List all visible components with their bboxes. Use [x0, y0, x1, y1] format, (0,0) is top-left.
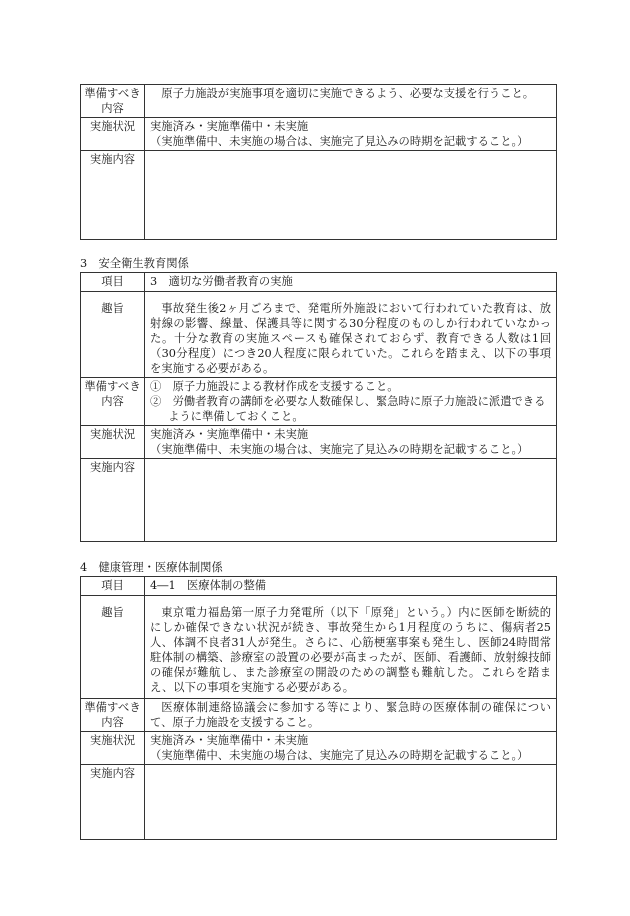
- label-item: 項目: [81, 273, 145, 292]
- label-todo: 準備すべき内容: [81, 699, 145, 732]
- label-todo: 準備すべき内容: [81, 378, 145, 426]
- row-todo: [81, 378, 557, 426]
- status-options: 実施済み・実施準備中・未実施: [150, 734, 309, 747]
- item-text: 4―1 医療体制の整備: [145, 577, 557, 596]
- status-cell: [145, 118, 557, 151]
- row-status: [81, 426, 557, 459]
- row-purpose: [81, 292, 557, 378]
- todo-text: 医療体制連絡協議会に参加する等により、緊急時の医療体制の確保について、原子力施設を支援すること。: [145, 699, 557, 732]
- row-item: [81, 577, 557, 596]
- label-purpose: 趣旨: [81, 596, 145, 699]
- section-3-table: [80, 272, 557, 542]
- status-note: （実施準備中、未実施の場合は、実施完了見込みの時期を記載すること。）: [150, 135, 529, 148]
- todo-item: ① 原子力施設による教材作成を支援すること。: [150, 380, 399, 393]
- row-item: [81, 273, 557, 292]
- content-input[interactable]: [145, 151, 557, 240]
- row-todo: [81, 85, 557, 118]
- status-options: 実施済み・実施準備中・未実施: [150, 120, 309, 133]
- row-content: [81, 459, 557, 542]
- todo-list: [145, 378, 557, 426]
- content-input[interactable]: [145, 765, 557, 840]
- content-input[interactable]: [145, 459, 557, 542]
- section-4-table: [80, 576, 557, 840]
- row-status: [81, 732, 557, 765]
- row-purpose: [81, 596, 557, 699]
- purpose-text: 東京電力福島第一原子力発電所（以下「原発」という。）内に医師を断続的にしか確保できない状況が続き、事故発生から1月程度のうちに、傷病者25人、体調不良者31人が発生。さらに、心筋梗塞事案も発生し、医師24時間常駐体制の構築、診療室の設置の必要が高まったが、医師、看護師、放射線技師の確保が難航し、また診療室の開設のための調整も難航した。これらを踏まえ、以下の事項を実施する必要がある。: [145, 596, 557, 699]
- row-status: [81, 118, 557, 151]
- row-content: [81, 765, 557, 840]
- item-text: 3 適切な労働者教育の実施: [145, 273, 557, 292]
- section-3-heading: 3 安全衛生教育関係: [80, 257, 189, 270]
- status-cell: [145, 732, 557, 765]
- status-options: 実施済み・実施準備中・未実施: [150, 428, 309, 441]
- label-content: 実施内容: [81, 151, 145, 240]
- status-note: （実施準備中、未実施の場合は、実施完了見込みの時期を記載すること。）: [150, 749, 529, 762]
- label-status: 実施状況: [81, 732, 145, 765]
- label-item: 項目: [81, 577, 145, 596]
- status-cell: [145, 426, 557, 459]
- label-purpose: 趣旨: [81, 292, 145, 378]
- label-content: 実施内容: [81, 459, 145, 542]
- label-todo: 準備すべき内容: [81, 85, 145, 118]
- row-todo: [81, 699, 557, 732]
- status-note: （実施準備中、未実施の場合は、実施完了見込みの時期を記載すること。）: [150, 443, 529, 456]
- row-content: [81, 151, 557, 240]
- todo-text: 原子力施設が実施事項を適切に実施できるよう、必要な支援を行うこと。: [145, 85, 557, 118]
- todo-item: ② 労働者教育の講師を必要な人数確保し、緊急時に原子力施設に派遣できるように準備しておくこと。: [150, 395, 546, 423]
- label-content: 実施内容: [81, 765, 145, 840]
- label-status: 実施状況: [81, 118, 145, 151]
- label-status: 実施状況: [81, 426, 145, 459]
- table-continued: [80, 84, 557, 240]
- purpose-text: 事故発生後2ヶ月ごろまで、発電所外施設において行われていた教育は、放射線の影響、線量、保護具等に関する30分程度のものしか行われていなかった。十分な教育の実施スペースも確保されておらず、教育できる人数は1回（30分程度）につき20人程度に限られていた。これらを踏まえ、以下の事項を実施する必要がある。: [145, 292, 557, 378]
- section-4-heading: 4 健康管理・医療体制関係: [80, 561, 223, 574]
